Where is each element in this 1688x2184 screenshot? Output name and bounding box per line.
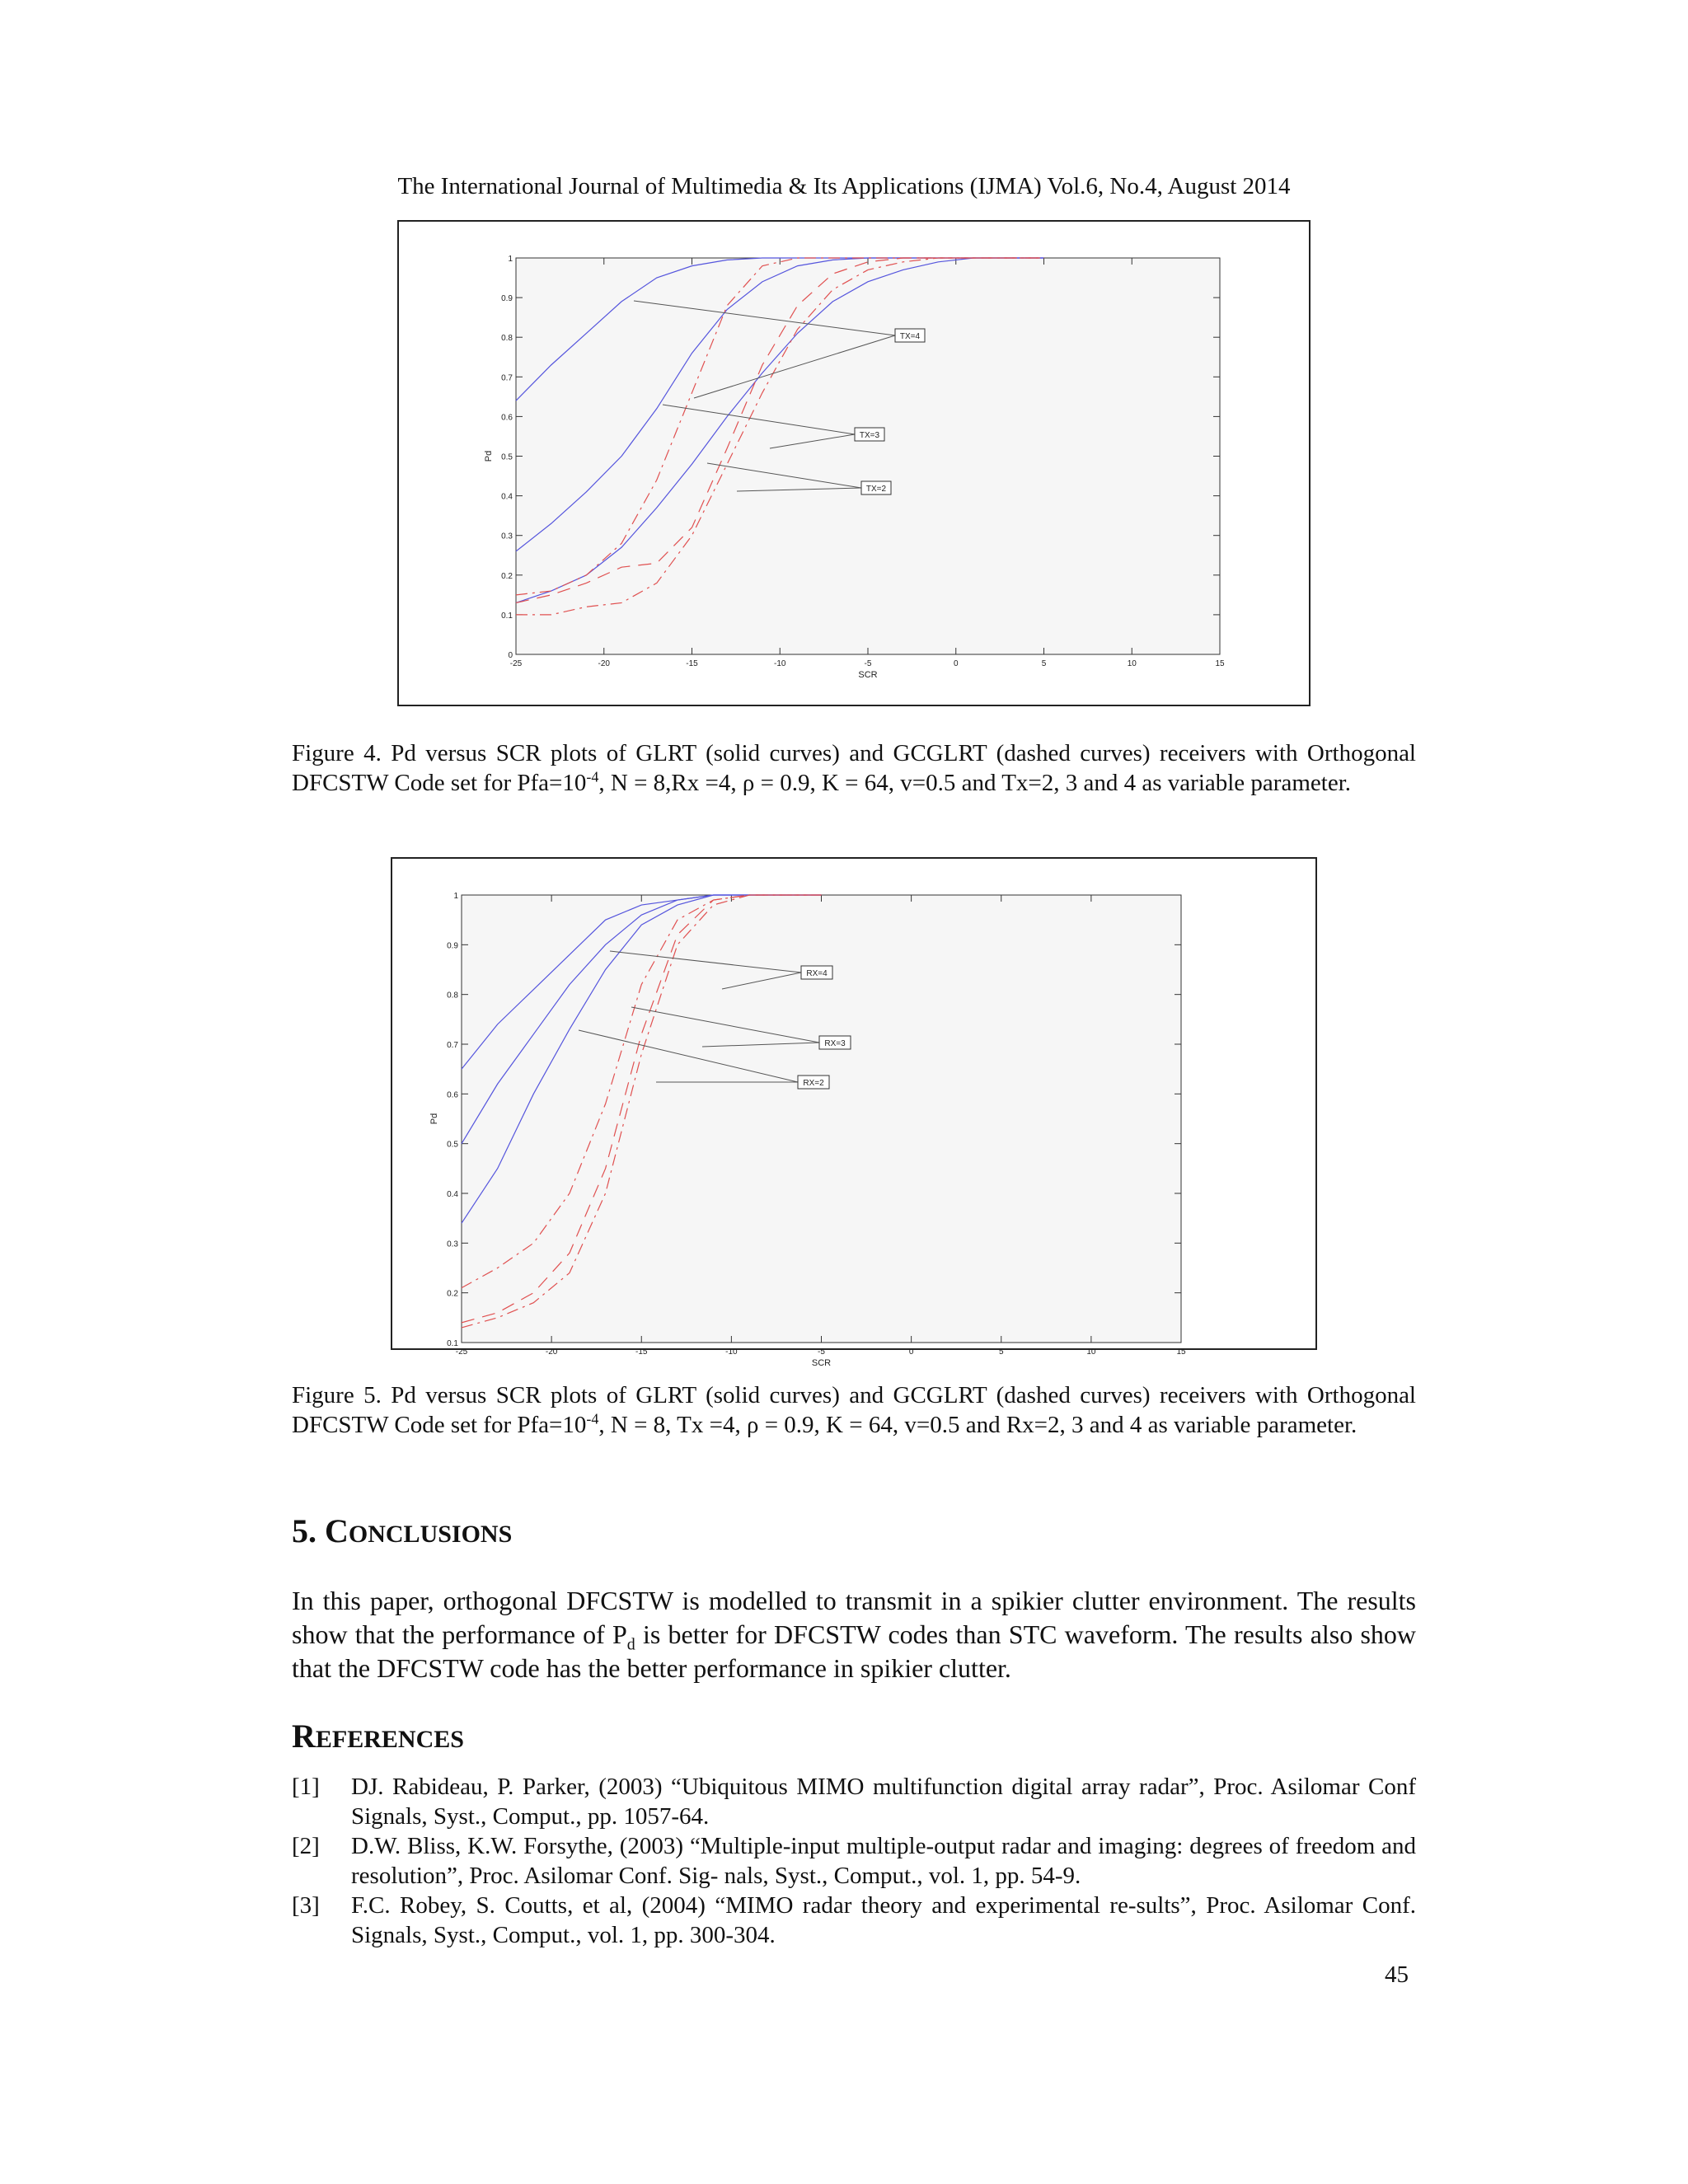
y-tick-label: 0.7 [447,1041,458,1050]
x-tick-label: -25 [455,1347,468,1357]
y-tick-label: 0 [508,651,513,660]
x-tick-label: 15 [1176,1347,1186,1357]
reference-number: [2] [292,1833,320,1859]
caption-text: Figure 4. Pd versus SCR plots of GLRT (solid curves) and GCGLRT (dashed curves) receivers with Orthogonal DFCSTW Code set for Pfa=10 [292,740,1416,796]
x-tick-label: 0 [953,659,959,668]
y-tick-label: 0.1 [447,1339,458,1348]
x-tick-label: -20 [545,1347,558,1357]
paragraph-text-rest: is better for DFCSTW codes than STC waveform. The results also show that the DFCSTW code has the better performance in spikier clutter. [292,1619,1417,1683]
heading-initial: R [292,1718,316,1755]
heading-rest: ONCLUSIONS [348,1521,513,1548]
page-number: 45 [1385,1961,1409,1988]
x-tick-label: 10 [1127,659,1137,668]
x-tick-label: -5 [864,659,872,668]
heading-rest: EFERENCES [315,1726,464,1753]
figure-4-svg [399,222,1309,705]
x-axis-label: SCR [858,670,878,680]
annotation-label: TX=3 [859,431,880,440]
reference-number: [3] [292,1892,320,1919]
x-tick-label: -5 [818,1347,825,1357]
annotation-label: RX=4 [806,969,828,978]
figure-5-svg [392,859,1315,1368]
x-axis-label: SCR [811,1358,832,1368]
paragraph-subscript: d [626,1635,635,1654]
y-tick-label: 0.2 [447,1289,458,1299]
y-tick-label: 0.4 [501,492,513,502]
y-axis-label: Pd [429,1113,439,1125]
reference-text: F.C. Robey, S. Coutts, et al, (2004) “MIMO radar theory and experimental re-sults”, Proc. Asilomar Conf. Signals, Syst., Comput., vol. 1, pp. 300-304. [351,1892,1416,1948]
x-tick-label: -10 [774,659,786,668]
x-tick-label: 5 [1041,659,1047,668]
y-tick-label: 0.6 [447,1090,458,1100]
x-tick-label: 10 [1086,1347,1096,1357]
annotation-label: TX=2 [865,485,887,494]
x-tick-label: 0 [908,1347,914,1357]
annotation-label: TX=4 [899,332,921,341]
caption-exponent: -4 [586,768,599,785]
x-tick-label: 15 [1215,659,1225,668]
x-tick-label: -15 [686,659,698,668]
reference-list [292,1772,1416,1950]
y-tick-label: 0.1 [501,611,513,621]
reference-text: D.W. Bliss, K.W. Forsythe, (2003) “Multiple-input multiple-output radar and imaging: degrees of freedom and resolution”, Proc. Asilomar Conf. Sig- nals, Syst., Comput., vol. 1, pp. 54-9. [351,1833,1416,1889]
x-tick-label: -25 [509,659,523,668]
y-tick-label: 1 [508,255,513,264]
reference-item [292,1831,1416,1891]
y-tick-label: 0.2 [501,571,513,581]
y-tick-label: 0.8 [447,991,458,1001]
y-tick-label: 0.6 [501,413,513,423]
y-tick-label: 0.3 [501,532,513,541]
y-tick-label: 0.8 [501,334,513,344]
reference-item [292,1891,1416,1950]
x-tick-label: -15 [635,1347,648,1357]
caption-text: Figure 5. Pd versus SCR plots of GLRT (solid curves) and GCGLRT (dashed curves) receivers with Orthogonal DFCSTW Code set for Pfa=10 [292,1382,1416,1438]
caption-text-rest: , N = 8, Tx =4, ρ = 0.9, K = 64, v=0.5 and Rx=2, 3 and 4 as variable parameter. [598,1412,1357,1438]
reference-number: [1] [292,1774,320,1800]
reference-item [292,1772,1416,1831]
annotation-label: RX=3 [824,1039,846,1048]
y-tick-label: 0.3 [447,1240,458,1249]
y-tick-label: 1 [453,892,458,901]
figure-4-chart [397,220,1311,706]
reference-text: DJ. Rabideau, P. Parker, (2003) “Ubiquitous MIMO multifunction digital array radar”, Proc. Asilomar Conf Signals, Syst., Comput., pp. 1057-64. [351,1774,1416,1830]
y-tick-label: 0.5 [501,452,513,462]
figure-5-chart [391,857,1317,1368]
y-tick-label: 0.7 [501,373,513,383]
figure-5-caption [292,1380,1416,1440]
conclusions-paragraph [292,1584,1416,1685]
caption-exponent: -4 [586,1410,599,1427]
x-tick-label: 5 [998,1347,1004,1357]
y-axis-label: Pd [484,450,494,462]
paragraph-text: In this paper, orthogonal DFCSTW is modelled to transmit in a spikier clutter environment. The results show that the performance of P [292,1586,1416,1649]
figure-4-caption [292,738,1416,798]
y-tick-label: 0.9 [447,941,458,951]
references-heading [292,1717,464,1755]
caption-text-rest: , N = 8,Rx =4, ρ = 0.9, K = 64, v=0.5 and Tx=2, 3 and 4 as variable parameter. [598,770,1351,796]
journal-header: The International Journal of Multimedia & Its Applications (IJMA) Vol.6, No.4, August 2014 [397,173,1291,199]
heading-initial: 5. C [292,1512,349,1549]
x-tick-label: -10 [725,1347,738,1357]
y-tick-label: 0.5 [447,1140,458,1150]
conclusions-heading [292,1511,512,1550]
y-tick-label: 0.4 [447,1190,458,1199]
annotation-label: RX=2 [803,1079,824,1088]
y-tick-label: 0.9 [501,294,513,304]
x-tick-label: -20 [598,659,610,668]
plot-area [462,895,1181,1343]
